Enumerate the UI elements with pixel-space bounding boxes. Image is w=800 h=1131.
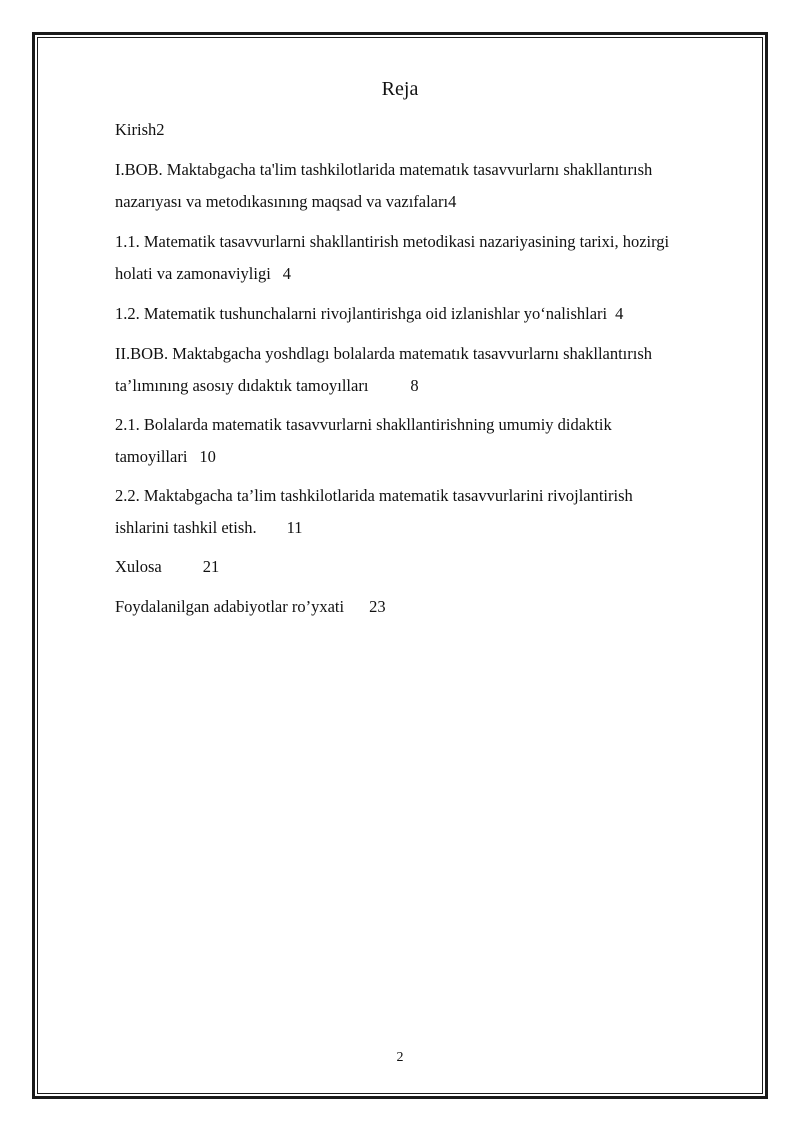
toc-entry-section-2-1 bbox=[115, 409, 745, 473]
toc-line bbox=[115, 258, 745, 290]
toc-entry-chapter-2 bbox=[115, 338, 745, 402]
toc-text: tamoyillari bbox=[115, 447, 188, 466]
toc-page-number: 4 bbox=[282, 264, 292, 283]
toc-page-number: 11 bbox=[286, 518, 303, 537]
toc-text: Foydalanilgan adabiyotlar ro’yxati bbox=[115, 597, 345, 616]
toc-page-number: 4 bbox=[448, 192, 457, 211]
toc-page-number: 21 bbox=[202, 557, 220, 576]
page-number: 2 bbox=[396, 1050, 404, 1065]
toc-line bbox=[115, 551, 745, 583]
toc-entry-introduction bbox=[115, 114, 745, 146]
toc-text: ishlarini tashkil etish. bbox=[115, 518, 257, 537]
toc-entry-section-1-2 bbox=[115, 298, 745, 330]
toc-line bbox=[115, 480, 745, 512]
toc-text: 2.2. Maktabgacha ta’lim tashkilotlarida matematik tasavvurlarini rivojlantirish bbox=[115, 486, 633, 505]
toc-line bbox=[115, 409, 745, 441]
toc-line bbox=[115, 114, 745, 146]
toc-page-number: 23 bbox=[369, 597, 386, 616]
toc-line bbox=[115, 226, 745, 258]
toc-entry-section-2-2 bbox=[115, 480, 745, 544]
toc-text: 1.1. Matematik tasavvurlarni shakllantirish metodikasi nazariyasining tarixi, hozirgi bbox=[115, 232, 670, 251]
toc-entry-references bbox=[115, 591, 745, 623]
toc-text: nazarıyası va metodıkasınıng maqsad va vazıfaları bbox=[115, 192, 449, 211]
toc-text: Xulosa bbox=[115, 557, 162, 576]
toc-text: Kirish bbox=[115, 120, 157, 139]
toc-entry-chapter-1 bbox=[115, 154, 745, 218]
toc-line bbox=[115, 154, 745, 186]
toc-text: 2.1. Bolalarda matematik tasavvurlarni shakllantirishning umumiy didaktik bbox=[115, 415, 612, 434]
toc-line bbox=[115, 298, 745, 330]
toc-text: II.BOB. Maktabgacha yoshdlagı bolalarda matematık tasavvurlarnı shakllantırısh bbox=[115, 344, 653, 363]
toc-text: holati va zamonaviyligi bbox=[115, 264, 271, 283]
toc-line bbox=[115, 370, 745, 402]
toc-text: I.BOB. Maktabgacha ta'lim tashkilotlarida matematık tasavvurlarnı shakllantırısh bbox=[115, 160, 653, 179]
toc-page-number: 8 bbox=[410, 376, 419, 395]
toc-line bbox=[115, 338, 745, 370]
toc-line bbox=[115, 441, 745, 473]
toc-text: 1.2. Matematik tushunchalarni rivojlantirishga oid izlanishlar yo‘nalishlari bbox=[115, 304, 608, 323]
toc-page-number: 4 bbox=[615, 304, 624, 323]
toc-text: ta’lımınıng asosıy dıdaktık tamoyılları bbox=[115, 376, 369, 395]
toc-page-number: 10 bbox=[199, 447, 216, 466]
page-title: Reja bbox=[381, 78, 419, 100]
toc-line bbox=[115, 186, 745, 218]
toc-entry-conclusion bbox=[115, 551, 745, 583]
toc-page-number: 2 bbox=[156, 120, 165, 139]
toc-entry-section-1-1 bbox=[115, 226, 745, 290]
toc-line bbox=[115, 591, 745, 623]
toc-line bbox=[115, 512, 745, 544]
